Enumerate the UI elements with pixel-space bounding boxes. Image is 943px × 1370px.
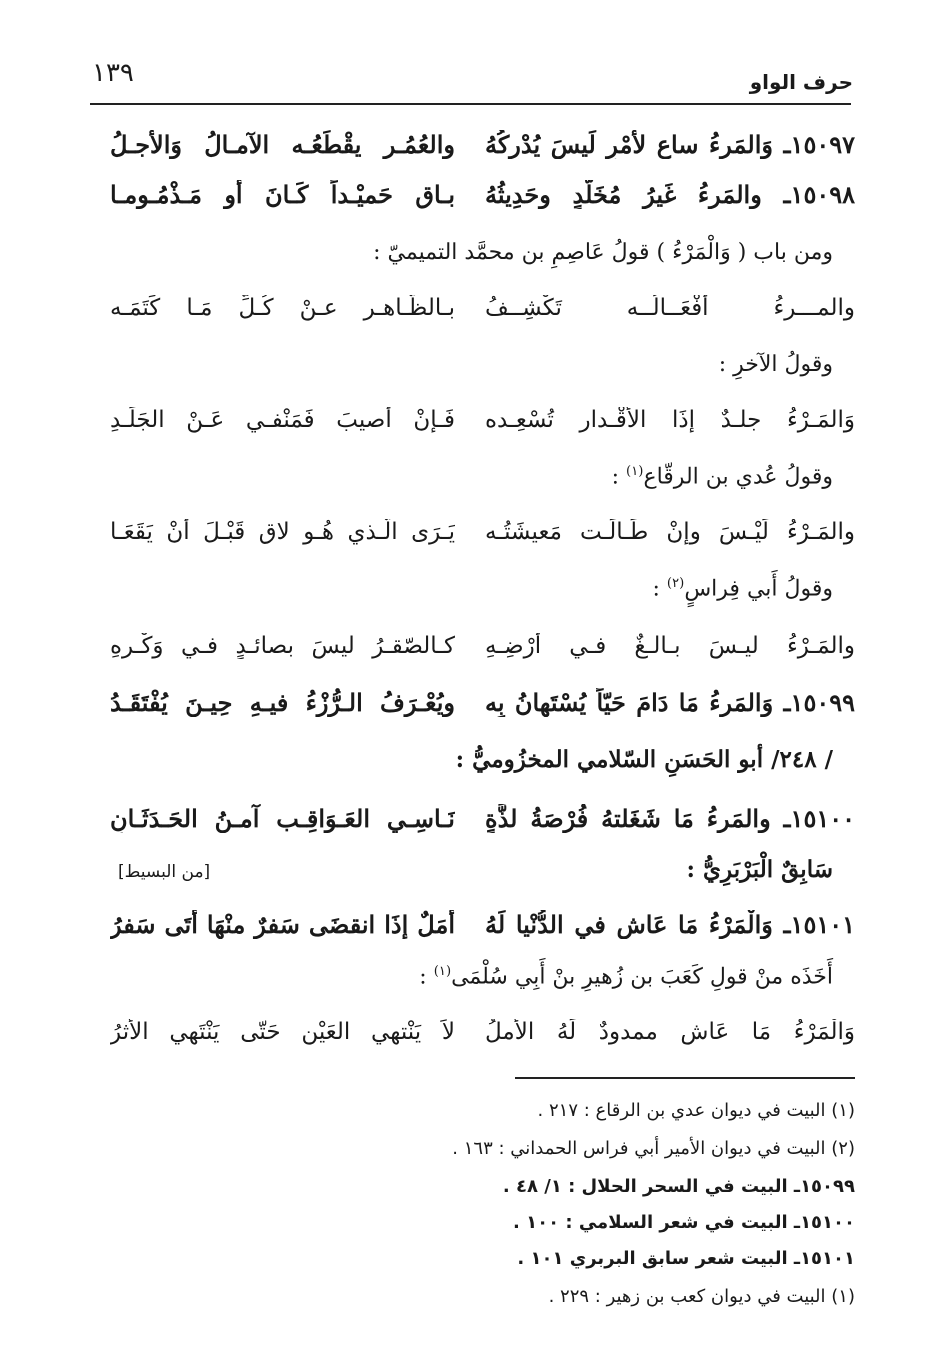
footnote: (١) البيت في ديوان عدي بن الرقاع : ٢١٧ . (537, 1100, 855, 1121)
intro-text: أَخَذَه منْ قولِ كَعَبَ بن زُهيرِ بنْ أَبِي سُلْمَى (451, 964, 833, 990)
verse-second-hemistich: والعُمُـر يقْطَعُـه الآمـالُ وَالأَجـلُ (110, 129, 455, 159)
page-number: ١٣٩ (92, 58, 134, 88)
verse-15101 (110, 902, 855, 946)
verse-first-hemistich: وَالْمَرْءُ مَا عَاش ممدودٌ لَهُ الأملُ (485, 1019, 855, 1045)
quoted-verse (110, 398, 855, 442)
verse-second-hemistich: يَـرَى الّـذي هُـو لاقٍ قَبْـلَ أَنْ يَقَعَـا (110, 519, 455, 545)
footnote: ١٥١٠١ـ البيت شعر سابق البربري ١٠١ . (517, 1248, 855, 1269)
verse-15099 (110, 680, 855, 724)
verse-15098 (110, 172, 855, 216)
verse-first-hemistich: ١٥٠٩٨ـ والمَرءُ غَيرُ مُخَلّدٍ وحَدِيثُهُ (485, 179, 855, 209)
footnote: (١) البيت في ديوان كعب بن زهير : ٢٢٩ . (548, 1286, 855, 1307)
footnote-rule (515, 1077, 855, 1079)
quoted-verse (110, 510, 855, 554)
running-head: حرف الواو (749, 70, 853, 94)
verse-second-hemistich: كـالصّقـرُ ليسَ بصائـدٍ فـي وَكْـرِهِ (110, 633, 455, 659)
verse-second-hemistich: بـاقٍ حَميْـداً كَـانَ أو مَـذْمُـومـا (110, 179, 455, 209)
poet-heading: / ٢٤٨/ أبو الحَسَنِ السّلامي المخزُوميُّ : (455, 746, 833, 773)
verse-second-hemistich: أَمَلٌ إذَا انقضَى سَفرٌ منْهَا أَتَى سَفرُ (110, 909, 455, 939)
verse-first-hemistich: ١٥١٠١ـ وَالْمَرْءُ مَا عَاش في الدُّنْيا لَهُ (485, 909, 855, 939)
intro-colon: : (419, 964, 434, 990)
verse-15100 (110, 796, 855, 840)
verse-first-hemistich: ١٥٠٩٧ـ وَالمَرءُ ساعٍ لأمْرٍ لَيسَ يُدْرِكُهُ (485, 129, 855, 159)
poet-heading: سَابِقٌ الْبَرْبَرِيُّ : (686, 856, 833, 883)
footnote: ١٥١٠٠ـ البيت في شعر السلامي : ١٠٠ . (513, 1212, 855, 1233)
intro-line (110, 464, 833, 489)
verse-second-hemistich: لاَ يَنْتهي العَيْنِ حَتّى يَنْتَهي الأثرُ (110, 1019, 455, 1045)
quoted-verse (110, 624, 855, 668)
footnote: (٢) البيت في ديوان الأمير أبي فراس الحمداني : ١٦٣ . (452, 1138, 855, 1159)
intro-line: وقولُ الآخرِ : (718, 352, 833, 377)
verse-first-hemistich: والمَـرْءُ ليـسَ بـالـغٌ فـي أَرْضِـهِ (485, 633, 855, 659)
footnote-marker: (١) (433, 964, 452, 979)
quoted-verse (110, 1010, 855, 1054)
verse-first-hemistich: ١٥١٠٠ـ والمَرءُ مَا شَغَلتهُ فُرْصَةُ لذَّةٍ (485, 803, 855, 833)
quoted-verse (110, 286, 855, 330)
verse-second-hemistich: فَـإنْ أُصيبَ فَمَنْفـي عَـنْ الجَلَـدِ (110, 407, 455, 433)
verse-first-hemistich: ١٥٠٩٩ـ وَالمَرءُ مَا دَامَ حَيّاً يُسْتَهانُ بِه (485, 687, 855, 717)
intro-line (110, 964, 833, 989)
verse-first-hemistich: والمـــرءُ أَفْعَــالُــه تَكْشِــفُ (485, 295, 855, 321)
meter-label: [من البسيط] (118, 862, 211, 882)
verse-second-hemistich: نَـاسِـي العَـوَاقِـب آمـنُ الحَـدَثَـانِ (110, 803, 455, 833)
footnote-marker: (١) (626, 464, 644, 479)
verse-second-hemistich: ويُعْـرَفُ الـرُّزْءُ فيـهِ حِيـنَ يُفْتَقَـدُ (110, 687, 455, 717)
intro-colon: : (611, 464, 627, 490)
header-rule (90, 103, 851, 105)
footnote-marker: (٢) (666, 576, 685, 591)
verse-first-hemistich: وَالمَـرْءُ جلـدٌ إذَا الأَقْـدار تُسْعِـده (485, 407, 855, 433)
verse-first-hemistich: والمَـرْءُ لَيْـسَ وإنْ طَـالَـت مَعيشَتُـه (485, 519, 855, 545)
intro-line (110, 576, 833, 601)
intro-colon: : (652, 576, 667, 602)
verse-second-hemistich: بـالظّـاهـرِ عـنْ كُـلِّ مَـا كَتَمَـه (110, 295, 455, 321)
intro-text: وقولُ عُدي بن الرقّاع (643, 464, 833, 490)
intro-line: ومن باب ( وَالْمَرْءُ ) قولُ عَاصِمِ بن محمَّد التميميّ : (373, 240, 833, 265)
intro-text: وقولُ أَبي فِراسٍ (684, 576, 833, 602)
verse-15097 (110, 122, 855, 166)
footnote: ١٥٠٩٩ـ البيت في السحر الحلال : ١/ ٤٨ . (502, 1176, 855, 1197)
